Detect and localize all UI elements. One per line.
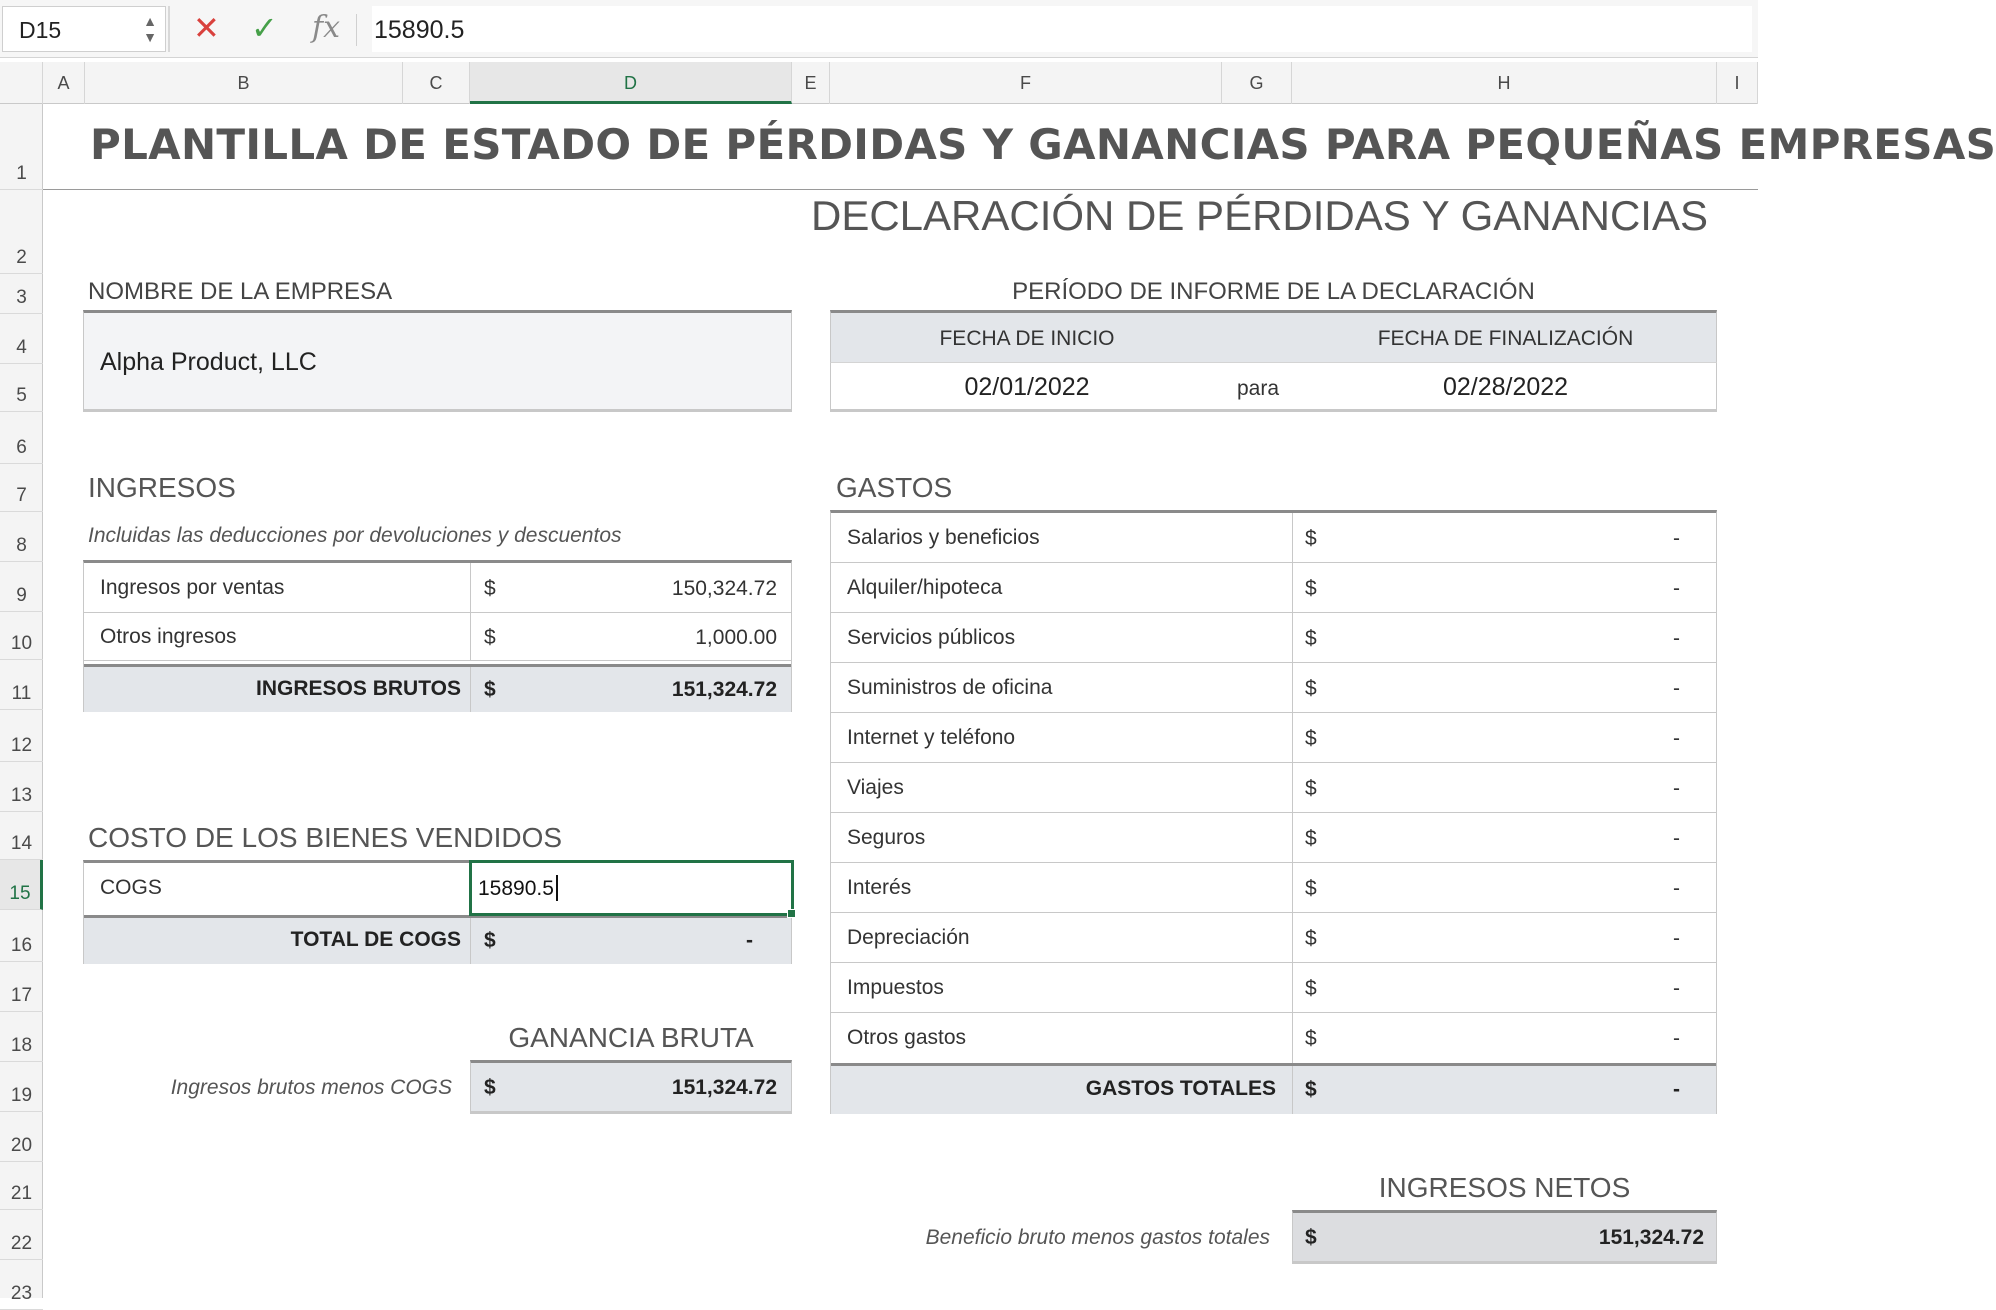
page-title: PLANTILLA DE ESTADO DE PÉRDIDAS Y GANANCIAS PARA PEQUEÑAS EMPRESAS [90, 120, 1996, 169]
cogs-total-row [84, 915, 791, 964]
company-label: NOMBRE DE LA EMPRESA [88, 278, 393, 305]
row-header-17[interactable] [0, 962, 43, 1012]
expense-value[interactable]: - [1673, 527, 1680, 550]
expense-label: Seguros [847, 826, 926, 849]
expense-value[interactable]: - [1673, 677, 1680, 700]
confirm-icon[interactable]: ✓ [251, 10, 278, 46]
row-header-19[interactable] [0, 1062, 43, 1112]
row-header-3[interactable] [0, 274, 43, 314]
expenses-table [830, 510, 1717, 1114]
row-header-label: 5 [16, 385, 27, 406]
period-header-row [830, 310, 1717, 362]
income-total-row [84, 664, 791, 712]
currency-symbol: $ [1305, 827, 1317, 850]
currency-symbol: $ [1305, 627, 1317, 650]
row-header-14[interactable] [0, 812, 43, 860]
row-header-10[interactable] [0, 612, 43, 660]
currency-symbol: $ [1305, 577, 1317, 600]
active-cell-editor[interactable] [469, 860, 794, 916]
cogs-total-value[interactable]: - [746, 929, 753, 952]
start-date-cell[interactable]: 02/01/2022 [964, 373, 1090, 401]
income-note: Incluidas las deducciones por devoluciones y descuentos [88, 524, 622, 547]
row-header-label: 22 [10, 1233, 33, 1254]
column-header-g[interactable]: G [1222, 62, 1292, 104]
cogs-total-label: TOTAL DE COGS [290, 928, 461, 951]
expenses-title: GASTOS [836, 472, 953, 503]
row-header-label: 2 [16, 247, 27, 268]
row-headers [0, 104, 43, 1304]
row-header-21[interactable] [0, 1162, 43, 1210]
gross-profit-note: Ingresos brutos menos COGS [170, 1076, 452, 1099]
period-connector: para [1236, 377, 1280, 400]
row-header-label: 1 [16, 163, 27, 184]
table-row [84, 613, 791, 661]
currency-symbol: $ [484, 929, 496, 952]
row-header-label: 18 [10, 1035, 33, 1056]
row-header-label: 6 [16, 437, 27, 458]
company-name-cell[interactable] [83, 310, 792, 412]
formula-bar-splitter[interactable] [168, 6, 170, 52]
currency-symbol: $ [1305, 777, 1317, 800]
currency-symbol: $ [1305, 677, 1317, 700]
currency-symbol: $ [1305, 1027, 1317, 1050]
currency-symbol: $ [1305, 727, 1317, 750]
formula-divider [356, 14, 357, 46]
expense-value[interactable]: - [1673, 727, 1680, 750]
row-header-label: 3 [16, 287, 27, 308]
row-header-label: 4 [16, 337, 27, 358]
table-row [831, 813, 1716, 863]
row-header-15[interactable] [0, 860, 43, 910]
company-name-value: Alpha Product, LLC [100, 348, 317, 376]
table-row [831, 613, 1716, 663]
table-row [831, 513, 1716, 563]
currency-symbol: $ [1305, 527, 1317, 550]
row-header-label: 7 [16, 485, 27, 506]
table-row [84, 563, 791, 613]
period-values-row [830, 362, 1717, 412]
table-row [831, 563, 1716, 613]
income-total-label: INGRESOS BRUTOS [256, 677, 461, 700]
currency-symbol: $ [1305, 1078, 1317, 1101]
name-box-spinner-icon[interactable]: ▲ ▼ [143, 13, 157, 45]
text-cursor [556, 875, 558, 901]
name-box[interactable] [2, 6, 166, 52]
expense-label: Suministros de oficina [847, 676, 1053, 699]
column-header-c[interactable]: C [403, 62, 470, 104]
currency-symbol: $ [484, 626, 496, 649]
row-header-label: 21 [10, 1183, 33, 1204]
table-row [831, 663, 1716, 713]
row-header-23[interactable] [0, 1260, 43, 1310]
income-total-value[interactable]: 151,324.72 [671, 678, 777, 701]
row-header-13[interactable] [0, 762, 43, 812]
currency-symbol: $ [1305, 927, 1317, 950]
row-header-label: 13 [10, 785, 33, 806]
income-title: INGRESOS [88, 472, 236, 503]
expense-value[interactable]: - [1673, 877, 1680, 900]
active-cell-value: 15890.5 [478, 877, 554, 900]
cell-divider [470, 613, 471, 661]
expense-value[interactable]: - [1673, 977, 1680, 1000]
expense-label: Servicios públicos [847, 626, 1016, 649]
column-header-b[interactable]: B [85, 62, 403, 104]
row-header-label: 17 [10, 985, 33, 1006]
formula-input[interactable]: 15890.5 [372, 6, 1752, 52]
currency-symbol: $ [1305, 877, 1317, 900]
expense-value[interactable]: - [1673, 1027, 1680, 1050]
row-header-label: 19 [10, 1085, 33, 1106]
gross-profit-cell[interactable] [470, 1060, 792, 1114]
expense-value[interactable]: - [1673, 777, 1680, 800]
column-header-f[interactable]: F [830, 62, 1222, 104]
income-table [83, 560, 792, 712]
expense-value[interactable]: - [1673, 627, 1680, 650]
row-header-16[interactable] [0, 910, 43, 962]
fill-handle[interactable] [787, 909, 796, 918]
row-header-label: 12 [10, 735, 33, 756]
currency-symbol: $ [484, 577, 496, 600]
table-row [831, 863, 1716, 913]
income-row-label: Otros ingresos [100, 625, 237, 648]
cell-divider [470, 563, 471, 613]
expense-value[interactable]: - [1673, 927, 1680, 950]
cogs-title: COSTO DE LOS BIENES VENDIDOS [88, 822, 563, 853]
expense-label: Depreciación [847, 926, 970, 949]
column-header-i[interactable]: I [1717, 62, 1758, 104]
row-header-label: 14 [10, 833, 33, 854]
column-header-h[interactable]: H [1292, 62, 1717, 104]
row-header-label: 10 [10, 633, 33, 654]
net-income-title: INGRESOS NETOS [1378, 1172, 1631, 1203]
net-income-value: 151,324.72 [1598, 1226, 1704, 1249]
currency-symbol: $ [1305, 1226, 1317, 1249]
column-header-a[interactable]: A [43, 62, 85, 104]
row-header-18[interactable] [0, 1012, 43, 1062]
table-row [831, 1013, 1716, 1063]
cell-divider [470, 667, 471, 712]
row-header-20[interactable] [0, 1112, 43, 1162]
row-header-5[interactable] [0, 364, 43, 412]
income-row-label: Ingresos por ventas [100, 576, 285, 599]
table-row [831, 713, 1716, 763]
column-header-e[interactable]: E [792, 62, 830, 104]
insert-function-icon[interactable]: fx [312, 10, 341, 45]
row-header-12[interactable] [0, 710, 43, 762]
select-all-corner[interactable] [0, 62, 43, 104]
row-header-label: 23 [10, 1283, 33, 1304]
row-header-7[interactable] [0, 464, 43, 512]
gross-profit-title: GANANCIA BRUTA [508, 1022, 754, 1053]
row-header-2[interactable] [0, 190, 43, 274]
name-box-value: D15 [19, 17, 62, 43]
cell-divider [1292, 1066, 1293, 1114]
row-header-11[interactable] [0, 660, 43, 710]
expense-value[interactable]: - [1673, 827, 1680, 850]
net-income-cell[interactable] [1292, 1210, 1717, 1264]
expense-label: Salarios y beneficios [847, 526, 1040, 549]
expense-label: Viajes [847, 776, 904, 799]
expense-label: Alquiler/hipoteca [847, 576, 1003, 599]
end-date-cell[interactable]: 02/28/2022 [1442, 373, 1569, 401]
column-header-d[interactable]: D [470, 62, 792, 104]
currency-symbol: $ [1305, 977, 1317, 1000]
start-date-label: FECHA DE INICIO [939, 327, 1115, 350]
row-header-9[interactable] [0, 562, 43, 612]
expense-label: Impuestos [847, 976, 944, 999]
period-label: PERÍODO DE INFORME DE LA DECLARACIÓN [1012, 278, 1535, 305]
expenses-total-row [831, 1063, 1716, 1114]
row-header-label: 8 [16, 535, 27, 556]
row-header-label: 20 [10, 1135, 33, 1156]
expense-label: Internet y teléfono [847, 726, 1016, 749]
row-header-6[interactable] [0, 412, 43, 464]
page-subtitle: DECLARACIÓN DE PÉRDIDAS Y GANANCIAS [810, 192, 1708, 239]
currency-symbol: $ [484, 678, 496, 701]
cell-divider [470, 918, 471, 964]
row-header-label: 16 [10, 935, 33, 956]
cogs-row-label: COGS [100, 876, 162, 899]
column-headers [0, 62, 1758, 104]
table-row [831, 963, 1716, 1013]
row-header-22[interactable] [0, 1210, 43, 1260]
income-row-value[interactable]: 1,000.00 [695, 626, 777, 649]
table-row [831, 763, 1716, 813]
expenses-total-value[interactable]: - [1673, 1078, 1680, 1101]
net-income-note: Beneficio bruto menos gastos totales [925, 1226, 1270, 1249]
expenses-total-label: GASTOS TOTALES [1085, 1077, 1276, 1100]
table-row [831, 913, 1716, 963]
row-header-label: 9 [16, 585, 27, 606]
row-header-label: 15 [9, 883, 31, 904]
expense-value[interactable]: - [1673, 577, 1680, 600]
row-header-8[interactable] [0, 512, 43, 562]
end-date-label: FECHA DE FINALIZACIÓN [1377, 327, 1634, 350]
currency-symbol: $ [484, 1076, 496, 1099]
expense-label: Otros gastos [847, 1026, 967, 1049]
gross-profit-value: 151,324.72 [671, 1076, 777, 1099]
row-header-1[interactable] [0, 104, 43, 190]
income-row-value[interactable]: 150,324.72 [671, 577, 777, 600]
row-header-label: 11 [11, 683, 32, 704]
title-divider [43, 189, 1758, 190]
row-header-4[interactable] [0, 314, 43, 364]
cancel-icon[interactable]: ✕ [193, 10, 220, 46]
expense-label: Interés [847, 876, 912, 899]
